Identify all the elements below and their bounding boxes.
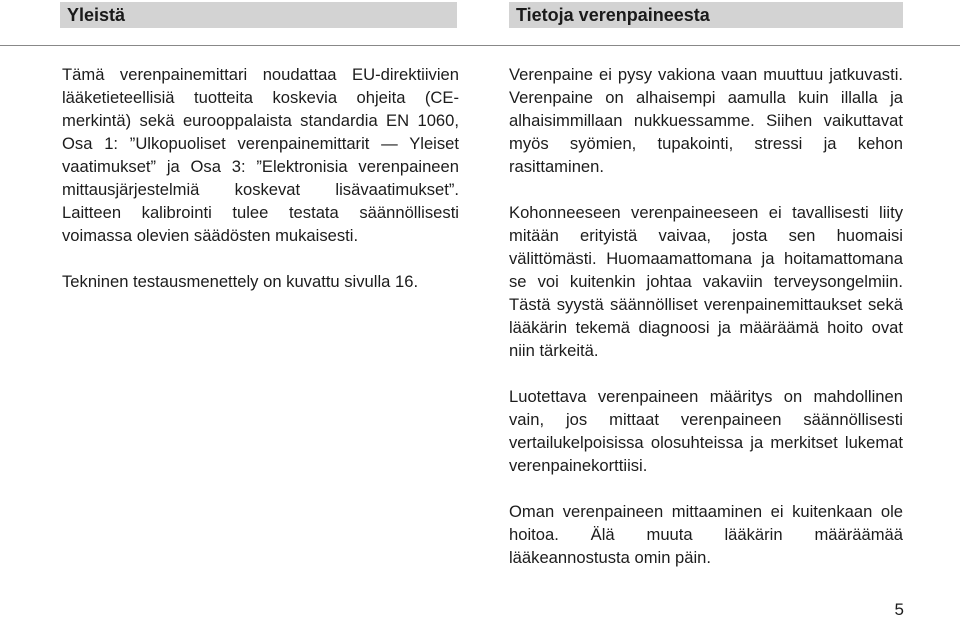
section-heading-yleista: Yleistä [60, 2, 457, 28]
paragraph: Luotettava verenpaineen määritys on mahdollinen vain, jos mittaat verenpaineen säännöllisesti vertailukelpoisissa olosuhteissa ja merkitset lukemat verenpainekorttiisi. [509, 387, 903, 475]
header-rule [0, 45, 960, 46]
section-heading-tietoja-verenpaineesta: Tietoja verenpaineesta [509, 2, 903, 28]
left-column [62, 63, 459, 293]
right-column [509, 63, 903, 569]
page-number: 5 [894, 600, 904, 619]
paragraph: Tämä verenpainemittari noudattaa EU-direktiivien lääketieteellisiä tuotteita koskevia ohjeita (CE-merkintä) sekä eurooppalaista standardia EN 1060, Osa 1: ”Ulkopuoliset verenpainemittarit — Yleiset vaatimukset” ja Osa 3: ”Elektronisia verenpaineen mittausjärjestelmiä koskevat lisävaatimukset”. Laitteen kalibrointi tulee testata säännöllisesti voimassa olevien säädösten mukaisesti. [62, 65, 459, 245]
paragraph: Tekninen testausmenettely on kuvattu sivulla 16. [62, 272, 419, 291]
paragraph: Oman verenpaineen mittaaminen ei kuitenkaan ole hoitoa. Älä muuta lääkärin määräämää lääkeannostusta omin päin. [509, 502, 903, 567]
paragraph: Kohonneeseen verenpaineeseen ei tavallisesti liity mitään erityistä vaivaa, josta sen huomaisi välittömästi. Huomaamattomana ja hoitamattomana se voi kuitenkin johtaa vakaviin terveysongelmiin. Tästä syystä säännölliset verenpainemittaukset sekä lääkärin tekemä diagnoosi ja määräämä hoito ovat niin tärkeitä. [509, 203, 903, 360]
paragraph: Verenpaine ei pysy vakiona vaan muuttuu jatkuvasti. Verenpaine on alhaisempi aamulla kuin illalla ja alhaisimmillaan nukkuessamme. Siihen vaikuttavat myös syömien, tupakointi, stressi ja kehon rasittaminen. [509, 65, 903, 176]
